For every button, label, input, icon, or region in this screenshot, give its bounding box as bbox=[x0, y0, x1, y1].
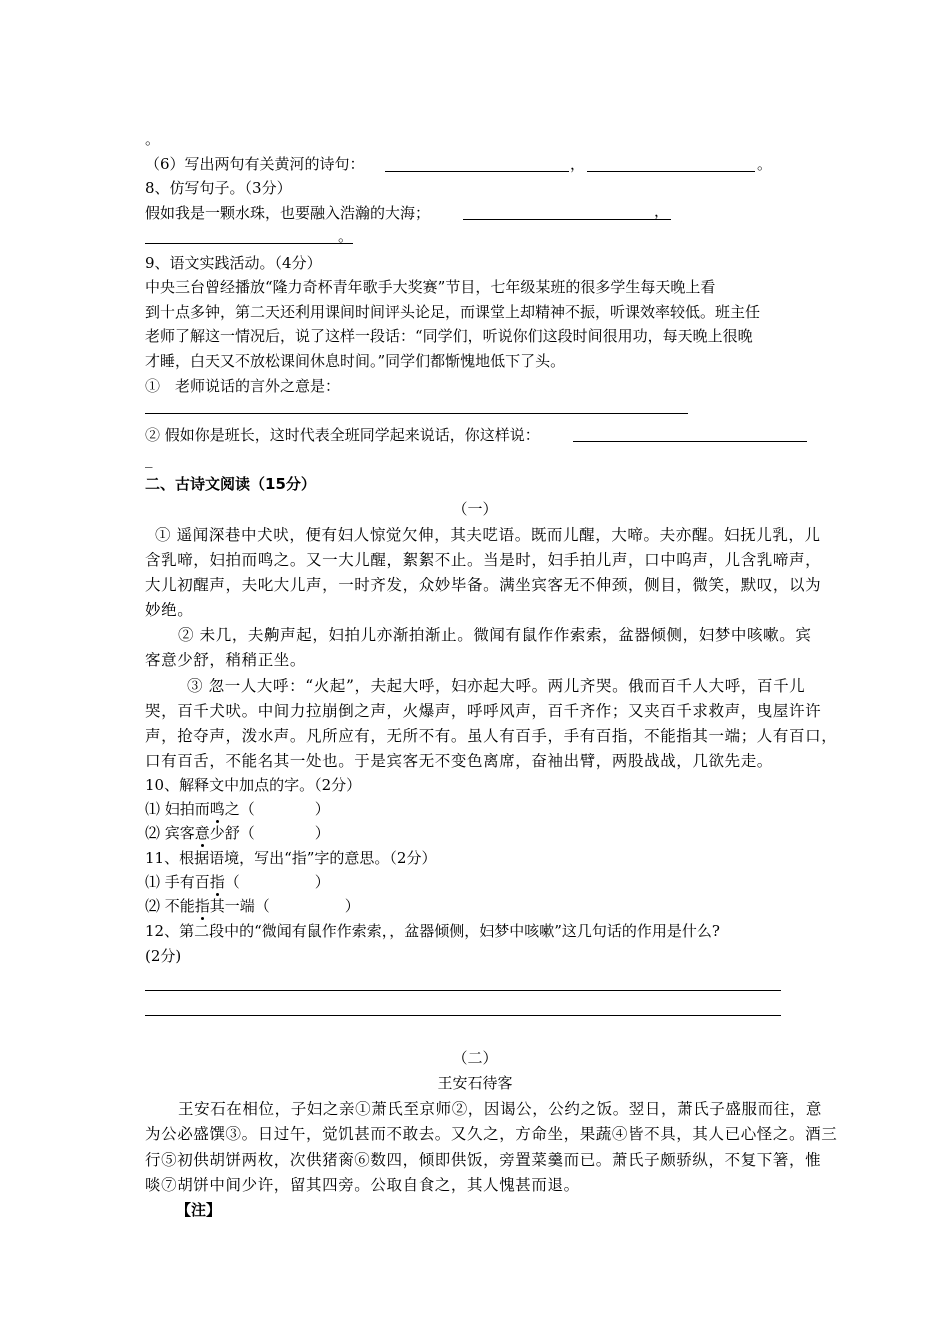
q12-answer-blank-1[interactable] bbox=[145, 990, 781, 991]
q10-item-2-dotted-char: 意 bbox=[194, 824, 210, 842]
passage1-p1-line-1: ① 遥闻深巷中犬吠，便有妇人惊觉欠伸，其夫呓语。既而儿醒，大啼。夫亦醒。妇抚儿乳，儿 bbox=[155, 526, 821, 544]
q11-item-2 bbox=[145, 896, 360, 916]
passage1-p3-line-1: ③ 忽一人大呼：“火起”，夫起大呼，妇亦起大呼。两儿齐哭。俄而百千人大呼，百千儿 bbox=[187, 677, 806, 695]
passage2-line-3: 行⑤初供胡饼两枚，次供猪脔⑥数四，倾即供饭，旁置菜羹而已。萧氏子颇骄纵，不复下箸，惟 bbox=[145, 1151, 822, 1169]
passage1-p2-line-1: ② 未几，夫齁声起，妇拍儿亦渐拍渐止。微闻有鼠作作索索，盆器倾侧，妇梦中咳嗽。宾 bbox=[178, 626, 812, 644]
q7-6-line bbox=[145, 154, 365, 174]
q8-title: 8、仿写句子。（3分） bbox=[145, 179, 292, 197]
q11-item-1 bbox=[145, 872, 330, 892]
q11-item-2-dotted-char: 指 bbox=[194, 897, 210, 915]
q10-item-2-post: 少舒（ ） bbox=[209, 824, 330, 842]
q9-title: 9、语文实践活动。（4分） bbox=[145, 254, 322, 272]
q10-title: 10、解释文中加点的字。（2分） bbox=[145, 776, 362, 794]
q11-item-1-pre: ⑴ 手有百 bbox=[145, 873, 210, 891]
q8-comma: ， bbox=[654, 202, 670, 220]
q9-sub1-answer-blank[interactable] bbox=[145, 413, 688, 414]
q9-para-line-3: 老师了解这一情况后，说了这样一段话：“同学们，听说你们这段时间很用功，每天晚上很晚 bbox=[145, 327, 753, 345]
q9-para-line-2: 到十点多钟，第二天还利用课间时间评头论足，而课堂上却精神不振，听课效率较低。班主任 bbox=[145, 303, 761, 321]
passage1-p3-line-2: 哭，百千犬吠。中间力拉崩倒之声，火爆声，呼呼风声，百千齐作；又夹百千求救声，曳屋许许 bbox=[145, 702, 822, 720]
passage1-p3-line-3: 声，抢夺声，泼水声。凡所应有，无所不有。虽人有百手，手有百指，不能指其一端；人有百口， bbox=[145, 727, 838, 745]
passage1-p1-line-3: 大儿初醒声，夫叱大儿声，一时齐发，众妙毕备。满坐宾客无不伸颈，侧目，微笑，默叹，以为 bbox=[145, 576, 822, 594]
passage1-p2-line-2: 客意少舒，稍稍正坐。 bbox=[145, 651, 307, 669]
q7-6-end: 。 bbox=[757, 155, 773, 173]
q10-item-1 bbox=[145, 799, 330, 819]
passage2-heading: （二） bbox=[452, 1049, 498, 1067]
q10-item-2 bbox=[145, 823, 330, 843]
q10-item-1-pre: ⑴ 妇拍而 bbox=[145, 800, 210, 818]
q9-para-line-1: 中央三台曾经播放“隆力奇杯青年歌手大奖赛”节目，七年级某班的很多学生每天晚上看 bbox=[145, 278, 716, 296]
q10-item-1-dotted-char: 鸣 bbox=[209, 800, 225, 818]
q7-6-text: （6）写出两句有关黄河的诗句： bbox=[145, 155, 365, 173]
q9-sub2: ② 假如你是班长，这时代表全班同学起来说话，你这样说： bbox=[145, 426, 540, 444]
q12-answer-blank-2[interactable] bbox=[145, 1015, 781, 1016]
q8-period: 。 bbox=[338, 227, 354, 245]
q7-6-answer-blank-2[interactable] bbox=[587, 171, 755, 172]
q11-item-1-post: （ ） bbox=[224, 873, 330, 891]
passage1-p1-line-2: 含乳啼，妇拍而鸣之。又一大儿醒，絮絮不止。当是时，妇手拍儿声，口中呜声，儿含乳啼声， bbox=[145, 551, 822, 569]
q8-answer-blank-1[interactable] bbox=[463, 219, 671, 220]
q11-item-2-pre: ⑵ 不能 bbox=[145, 897, 195, 915]
q7-6-sep: ， bbox=[570, 155, 586, 173]
passage1-p3-line-4: 口有百舌，不能名其一处也。于是宾客无不变色离席，奋袖出臂，两股战战，几欲先走。 bbox=[145, 752, 773, 770]
q9-para-line-4: 才睡，白天又不放松课间休息时间。”同学们都惭愧地低下了头。 bbox=[145, 352, 566, 370]
q11-item-2-post: 其一端（ ） bbox=[209, 897, 360, 915]
section2-title: 二、古诗文阅读（15分） bbox=[145, 475, 316, 493]
top-mark: 。 bbox=[145, 130, 161, 148]
passage1-heading: （一） bbox=[452, 500, 498, 518]
q12-line-2: (2分) bbox=[145, 947, 182, 965]
q9-sub1: ① 老师说话的言外之意是： bbox=[145, 377, 341, 395]
passage2-line-1: 王安石在相位，子妇之亲①萧氏至京师②，因谒公，公约之饭。翌日，萧氏子盛服而往，意 bbox=[178, 1100, 823, 1118]
q7-6-answer-blank-1[interactable] bbox=[385, 171, 569, 172]
q8-prompt: 假如我是一颗水珠，也要融入浩瀚的大海； bbox=[145, 204, 431, 222]
passage2-line-2: 为公必盛馔③。日过午，觉饥甚而不敢去。又久之，方命坐，果蔬④皆不具，其人已心怪之。酒三 bbox=[145, 1125, 838, 1143]
passage1-p1-line-4: 妙绝。 bbox=[145, 601, 194, 619]
q11-title: 11、根据语境，写出“指”字的意思。（2分） bbox=[145, 849, 437, 867]
q12-line-1: 12、第二段中的“微闻有鼠作作索索，，盆器倾侧，妇梦中咳嗽”这几句话的作用是什么? bbox=[145, 922, 720, 940]
q11-item-1-dotted-char: 指 bbox=[209, 873, 225, 891]
passage2-line-4: 啖⑦胡饼中间少许，留其四旁。公取自食之，其人愧甚而退。 bbox=[145, 1176, 580, 1194]
q9-tail: _ bbox=[145, 450, 153, 468]
passage2-note-label: 【注】 bbox=[176, 1201, 222, 1219]
q9-sub2-answer-blank[interactable] bbox=[573, 441, 807, 442]
passage2-title: 王安石待客 bbox=[437, 1074, 513, 1092]
q10-item-2-pre: ⑵ 宾客 bbox=[145, 824, 195, 842]
q10-item-1-post: 之（ ） bbox=[224, 800, 330, 818]
q8-answer-blank-2[interactable] bbox=[145, 243, 353, 244]
